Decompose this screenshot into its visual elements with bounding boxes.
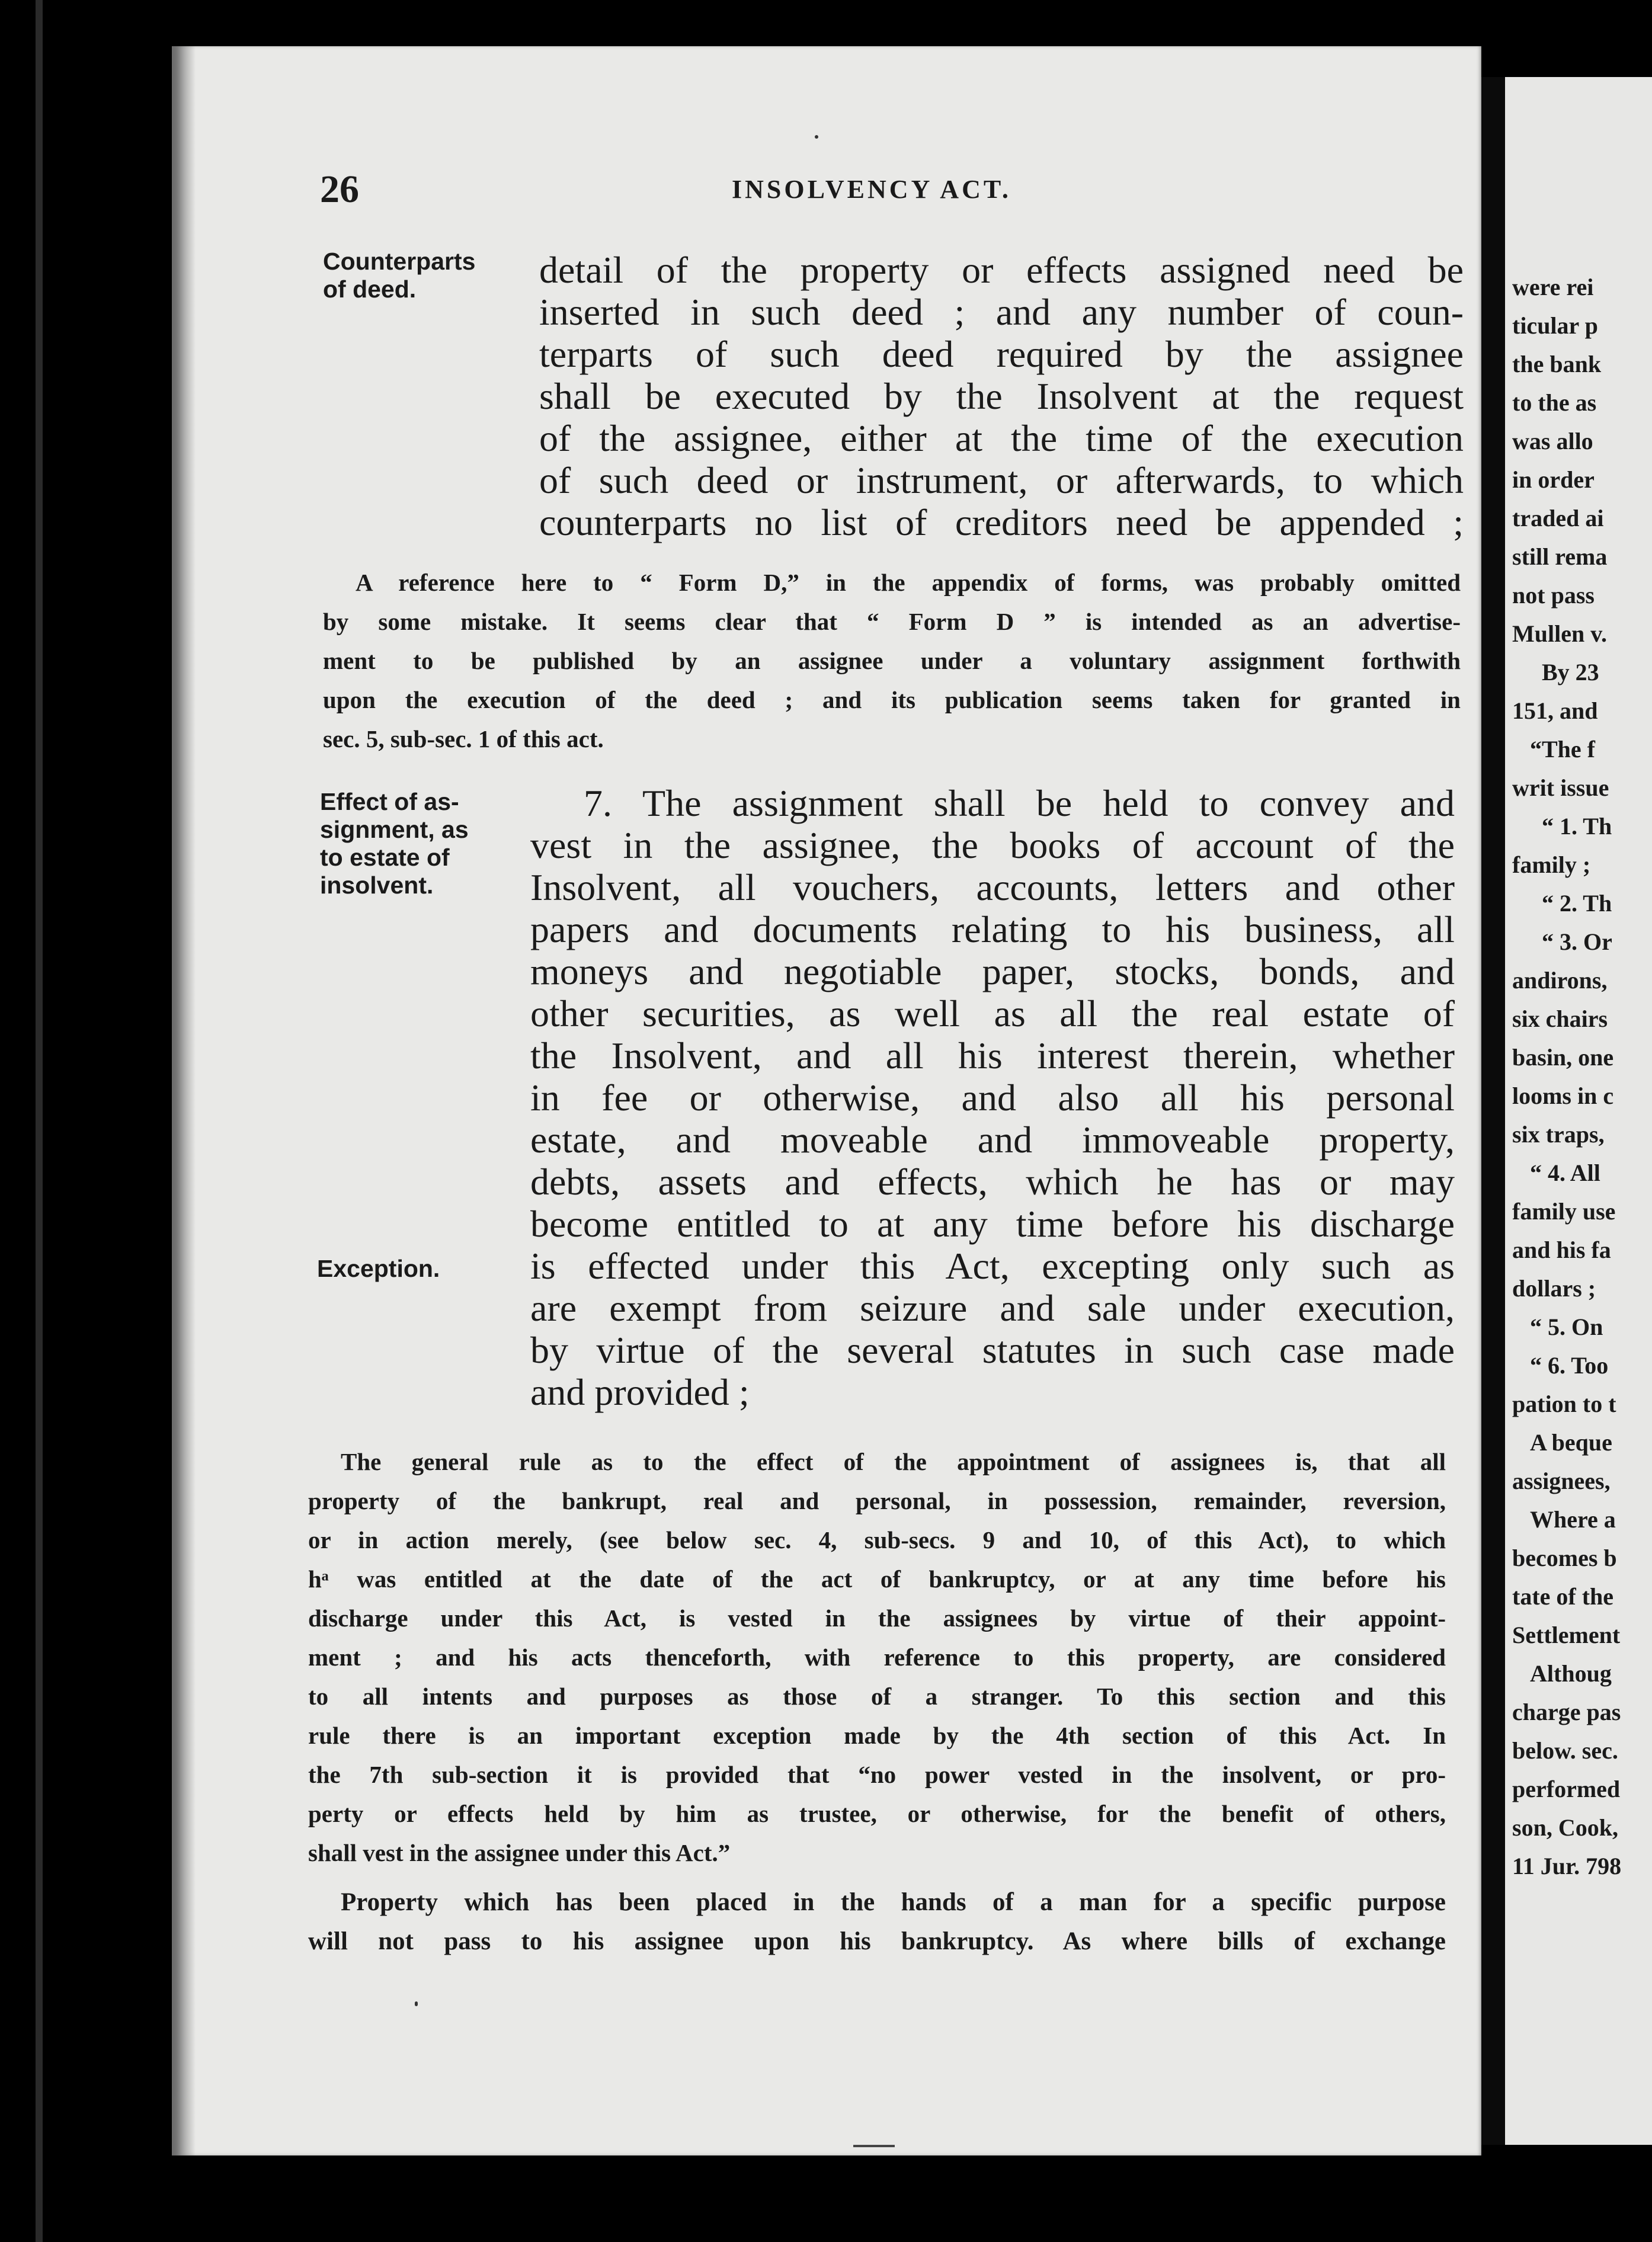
facing-line: By 23 [1542,659,1599,686]
note-line: The general rule as to the effect of the appointment of assignees is, that all [341,1448,1446,1475]
facing-line: “ 1. Th [1542,813,1612,840]
text-line: moneys and negotiable paper, stocks, bonds, and [530,950,1455,992]
text-line: inserted in such deed ; and any number of coun- [539,291,1464,333]
note-line: hᵃ was entitled at the date of the act of bankruptcy, or at any time before his [308,1565,1446,1593]
facing-line: ticular p [1512,312,1598,339]
facing-line: Settlement [1512,1622,1621,1648]
margin-note-exception: Exception. [317,1255,440,1282]
main-text-section-1 [539,249,1464,543]
facing-line: pation to t [1512,1391,1616,1417]
note-line: ment to be published by an assignee under a voluntary assignment forthwith [323,647,1461,674]
facing-line: performed [1512,1776,1621,1802]
text-line: papers and documents relating to his business, all [530,908,1455,950]
facing-line: “ 4. All [1530,1160,1600,1186]
text-line: are exempt from seizure and sale under execution, [530,1287,1455,1329]
running-title: INSOLVENCY ACT. [732,175,1011,204]
facing-line: not pass [1512,582,1595,608]
margin-note-effect: Effect of as- signment, as to estate of insolvent. [320,788,469,899]
margin-note-counterparts: Counterparts of deed. [323,248,476,303]
facing-line: tate of the [1512,1583,1614,1610]
facing-line: family ; [1512,851,1591,878]
facing-line: charge pas [1512,1699,1621,1725]
facing-line: in order [1512,466,1595,493]
text-line: of such deed or instrument, or afterwards, to which [539,459,1464,501]
facing-line: writ issue [1512,774,1609,801]
facing-line: were rei [1512,274,1594,300]
facing-page-text [1512,268,1621,1885]
text-line: by virtue of the several statutes in such case made [530,1329,1455,1371]
commentary-note-2 [308,1442,1446,1872]
note-line: ment ; and his acts thenceforth, with reference to this property, are considered [308,1644,1446,1671]
commentary-note-3 [308,1883,1446,1961]
text-line: Insolvent, all vouchers, accounts, letters and other [530,866,1455,908]
facing-line: assignees, [1512,1468,1611,1494]
facing-line: Althoug [1530,1660,1612,1687]
facing-line: the bank [1512,351,1602,377]
facing-line: son, Cook, [1512,1814,1618,1841]
facing-line: family use [1512,1198,1616,1225]
facing-line: and his fa [1512,1237,1611,1263]
facing-line: still rema [1512,543,1608,570]
text-line: 7. The assignment shall be held to convey and [584,782,1455,824]
text-line: become entitled to at any time before his discharge [530,1203,1455,1245]
note-line: property of the bankrupt, real and personal, in possession, remainder, reversion, [308,1487,1446,1514]
facing-line: A beque [1530,1429,1612,1456]
note-line: rule there is an important exception made by the 4th section of this Act. In [308,1722,1446,1749]
facing-line: traded ai [1512,505,1604,531]
text-line: debts, assets and effects, which he has or may [530,1161,1455,1203]
note-line: the 7th sub-section it is provided that “no power vested in the insolvent, or pro- [308,1761,1446,1788]
facing-line: Mullen v. [1512,620,1608,647]
facing-line: “ 6. Too [1530,1352,1609,1379]
text-line: terparts of such deed required by the assignee [539,333,1464,375]
note-line: upon the execution of the deed ; and its publication seems taken for granted in [323,686,1461,713]
ink-speck [415,2001,418,2006]
note-line: to all intents and purposes as those of a stranger. To this section and this [308,1683,1446,1710]
book-gutter [1481,77,1505,2145]
text-line: detail of the property or effects assigned need be [539,249,1464,291]
note-line: Property which has been placed in the hands of a man for a specific purpose [341,1888,1446,1916]
spine-shadow [172,46,196,2155]
text-line: estate, and moveable and immoveable property, [530,1119,1455,1161]
facing-line: 151, and [1512,697,1598,724]
scan-left-edge [36,0,43,2242]
ink-speck [815,135,818,139]
text-line: and provided ; [530,1371,750,1413]
note-line: discharge under this Act, is vested in the assignees by virtue of their appoint- [308,1604,1446,1632]
text-line: the Insolvent, and all his interest therein, whether [530,1034,1455,1077]
note-line: sec. 5, sub-sec. 1 of this act. [323,725,604,752]
facing-line: was allo [1512,428,1593,454]
facing-line: basin, one [1512,1044,1614,1071]
text-line: of the assignee, either at the time of the execution [539,417,1464,459]
bottom-ink-mark [853,2145,895,2147]
facing-line: “ 5. On [1530,1314,1603,1340]
page-header [320,167,1469,209]
facing-line: “ 2. Th [1542,890,1612,917]
text-line: vest in the assignee, the books of account of the [530,824,1455,866]
text-line: in fee or otherwise, and also all his personal [530,1077,1455,1119]
text-line: other securities, as well as all the real estate of [530,992,1455,1034]
note-line: A reference here to “ Form D,” in the appendix of forms, was probably omitted [356,569,1461,596]
facing-line: looms in c [1512,1082,1614,1109]
facing-line: to the as [1512,389,1597,416]
note-line: perty or effects held by him as trustee, or otherwise, for the benefit of others, [308,1800,1446,1827]
facing-line: becomes b [1512,1545,1617,1571]
facing-line: andirons, [1512,967,1608,994]
facing-line: six traps, [1512,1121,1605,1148]
main-text-section-7 [530,782,1455,1413]
text-line: shall be executed by the Insolvent at the request [539,375,1464,417]
page-number: 26 [320,168,359,211]
facing-line: “ 3. Or [1542,928,1612,955]
facing-line: Where a [1530,1506,1616,1533]
text-line: counterparts no list of creditors need be appended ; [539,501,1464,543]
note-line: shall vest in the assignee under this Act.” [308,1839,731,1866]
facing-line: six chairs [1512,1005,1608,1032]
facing-line: dollars ; [1512,1275,1596,1302]
facing-line: 11 Jur. 798 [1512,1853,1622,1879]
facing-line: “The f [1530,736,1595,763]
note-line: by some mistake. It seems clear that “ Form D ” is intended as an advertise- [323,608,1461,635]
text-line: is effected under this Act, excepting only such as [530,1245,1455,1287]
commentary-note-1 [323,563,1461,758]
facing-line: below. sec. [1512,1737,1618,1764]
note-line: or in action merely, (see below sec. 4, sub-secs. 9 and 10, of this Act), to which [308,1526,1446,1554]
note-line: will not pass to his assignee upon his bankruptcy. As where bills of exchange [308,1927,1446,1955]
